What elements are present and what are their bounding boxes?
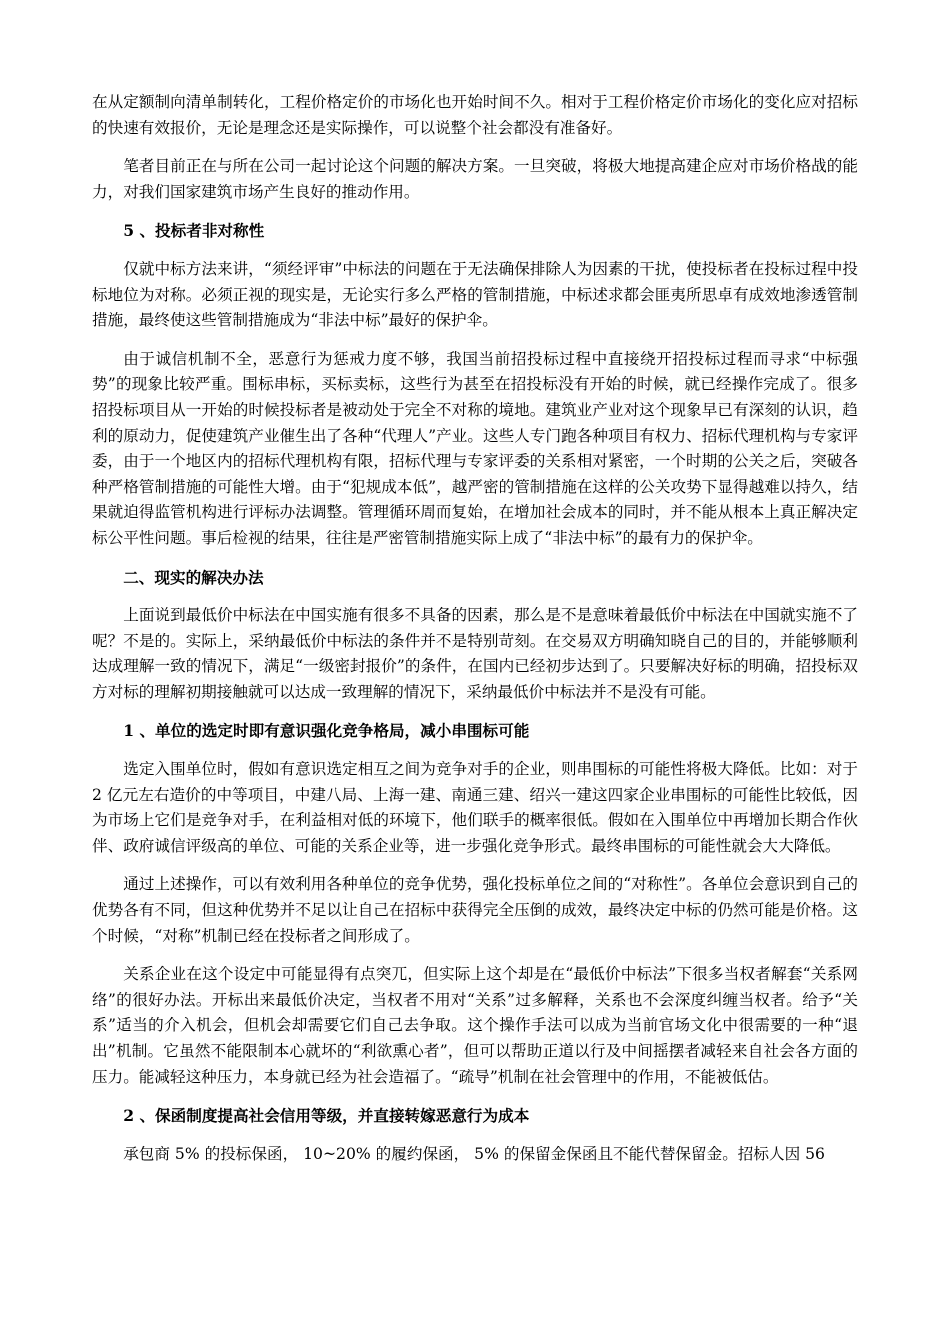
section-heading-practical-solutions: 二、现实的解决办法	[123, 567, 264, 587]
paragraph-pricing-market: 在从定额制向清单制转化，工程价格定价的市场化也开始时间不久。相对于工程价格定价市场化的变化应对招标的快速有效报价，无论是理念还是实际操作，可以说整个社会都没有准备好。	[92, 93, 858, 137]
subsection-heading-guarantee-system: 2 、保函制度提高社会信用等级，并直接转嫁恶意行为成本	[123, 1106, 530, 1126]
paragraph-select-competitors: 选定入围单位时，假如有意识选定相互之间为竞争对手的企业，则串围标的可能性将极大降低。比如：对于 2 亿元左右造价的中等项目，中建八局、上海一建、南通三建、绍兴一建这四家企业串围标的可能性比较低，因为市场上它们是竞争对手，在利益相对低的环境下，他们联手的概率很低。假如在入围单位中再增加长期合作伙伴、政府诚信评级高的单位、可能的关系企业等，进一步强化竞争形式。最终串围标的可能性就会大大降低。	[92, 760, 858, 855]
paragraph-symmetry-mechanism: 通过上述操作，可以有效利用各种单位的竞争优势，强化投标单位之间的“对称性”。各单位会意识到自己的优势各有不同，但这种优势并不足以让自己在招标中获得完全压倒的成效，最终决定中标的仍然可能是价格。这个时候，“对称”机制已经在投标者之间形成了。	[92, 875, 858, 945]
paragraph-guarantee-ratios: 承包商 5% 的投标保函， 10~20% 的履约保函， 5% 的保留金保函且不能代替保留金。招标人因 56	[123, 1144, 825, 1163]
paragraph-author-solution: 笔者目前正在与所在公司一起讨论这个问题的解决方案。一旦突破，将极大地提高建企应对市场价格战的能力，对我们国家建筑市场产生良好的推动作用。	[92, 157, 858, 201]
document-page	[92, 90, 858, 1180]
paragraph-evaluation-method: 仅就中标方法来讲，“须经评审”中标法的问题在于无法确保排除人为因素的干扰，使投标者在投标过程中投标地位为对称。必须正视的现实是，无论实行多么严格的管制措施，中标述求都会匪夷所思卓有成效地渗透管制措施，最终使这些管制措施成为“非法中标”最好的保护伞。	[92, 259, 858, 330]
paragraph-related-enterprises: 关系企业在这个设定中可能显得有点突兀，但实际上这个却是在“最低价中标法”下很多当权者解套“关系网络”的很好办法。开标出来最低价决定，当权者不用对“关系”过多解释，关系也不会深度纠缠当权者。给予“关系”适当的介入机会，但机会却需要它们自己去争取。这个操作手法可以成为当前官场文化中很需要的一种“退出”机制。它虽然不能限制本心就坏的“利欲熏心者”，但可以帮助正道以行及中间摇摆者减轻来自社会各方面的压力。能减轻这种压力，本身就已经为社会造福了。“疏导”机制在社会管理中的作用，不能被低估。	[92, 965, 858, 1086]
subsection-heading-competition-structure: 1 、单位的选定时即有意识强化竞争格局，减小串围标可能	[123, 721, 530, 741]
paragraph-integrity-mechanism: 由于诚信机制不全，恶意行为惩戒力度不够，我国当前招投标过程中直接绕开招投标过程而寻求“中标强势”的现象比较严重。围标串标，买标卖标，这些行为甚至在招投标没有开始的时候，就已经操作完成了。很多招投标项目从一开始的时候投标者是被动处于完全不对称的境地。建筑业产业对这个现象早已有深刻的认识，趋利的原动力，促使建筑产业催生出了各种“代理人”产业。这些人专门跑各种项目有权力、招标代理机构与专家评委，由于一个地区内的招标代理机构有限，招标代理与专家评委的关系相对紧密，一个时期的公关之后，突破各种严格管制措施的可能性大增。由于“犯规成本低”，越严密的管制措施在这样的公关攻势下显得越难以持久，结果就迫得监管机构进行评标办法调整。管理循环周而复始，在增加社会成本的同时，并不能从根本上真正解决定标公平性问题。事后检视的结果，往往是严密管制措施实际上成了“非法中标”的最有力的保护伞。	[92, 349, 858, 547]
paragraph-lowest-price-feasible: 上面说到最低价中标法在中国实施有很多不具备的因素，那么是不是意味着最低价中标法在中国就实施不了呢？不是的。实际上，采纳最低价中标法的条件并不是特别苛刻。在交易双方明确知晓自己的目的，并能够顺利达成理解一致的情况下，满足“一级密封报价”的条件，在国内已经初步达到了。只要解决好标的明确，招投标双方对标的理解初期接触就可以达成一致理解的情况下，采纳最低价中标法并不是没有可能。	[92, 606, 858, 701]
section-heading-bidder-asymmetry: 5 、投标者非对称性	[123, 221, 265, 241]
